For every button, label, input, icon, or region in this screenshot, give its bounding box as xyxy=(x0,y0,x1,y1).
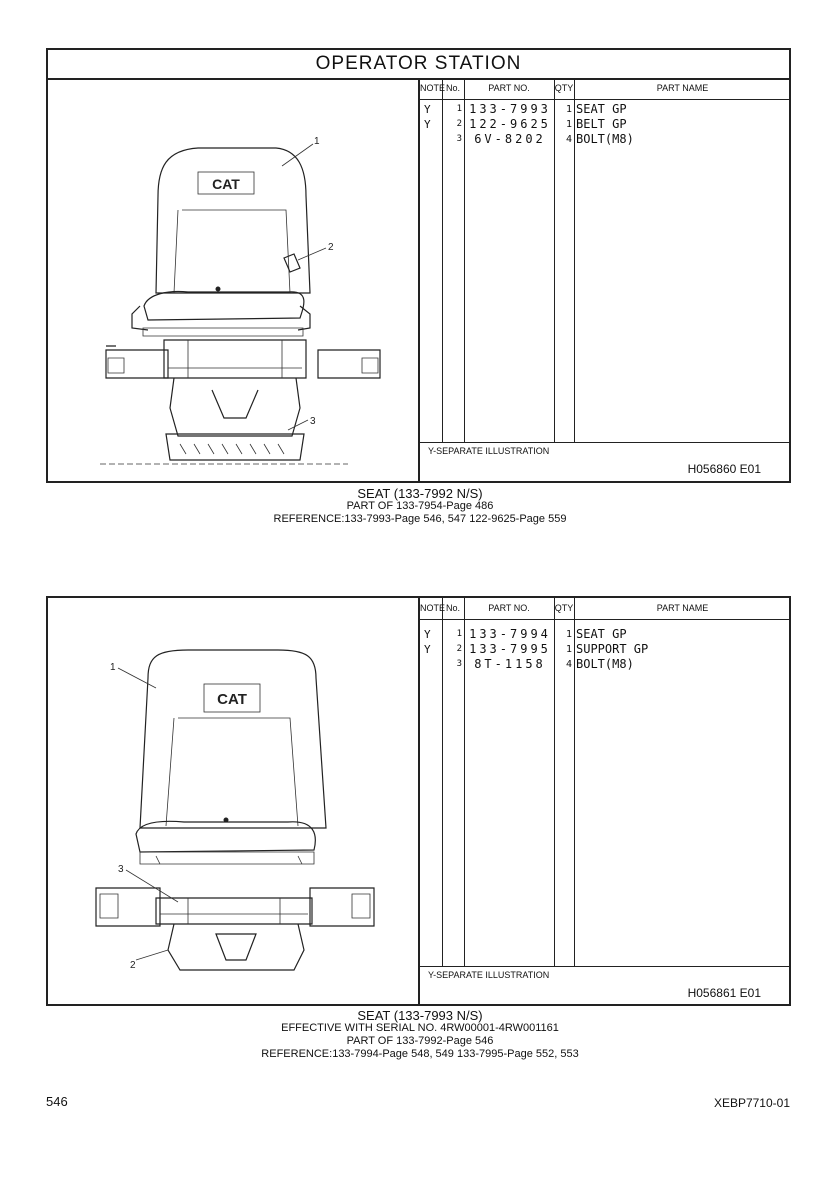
caption-line: EFFECTIVE WITH SERIAL NO. 4RW00001-4RW001161 xyxy=(281,1022,559,1034)
callout-3: 3 xyxy=(118,864,124,875)
caption-title-1: SEAT (133-7992 N/S) xyxy=(357,486,483,501)
caption-line: PART OF 133-7954-Page 486 xyxy=(346,500,494,512)
parts-table-1 xyxy=(418,78,791,481)
callout-2: 2 xyxy=(328,242,334,253)
separate-illustration-note: Y-SEPARATE ILLUSTRATION xyxy=(428,970,550,980)
header-note: NOTE xyxy=(420,603,446,613)
page-number: 546 xyxy=(46,1094,68,1109)
caption-line: PART OF 133-7992-Page 546 xyxy=(346,1035,494,1047)
table-row: Y 2 122-9625 1 BELT GP xyxy=(424,117,627,131)
table-row: Y 1 133-7994 1 SEAT GP xyxy=(424,627,627,641)
caption-line: REFERENCE:133-7993-Page 546, 547 122-9625-Page 559 xyxy=(273,513,567,525)
callout-3: 3 xyxy=(310,416,316,427)
seat-illustration-2 xyxy=(48,598,418,1004)
illustration-id: H056860 E01 xyxy=(687,462,761,476)
header-part-no: PART NO. xyxy=(488,83,530,93)
table-row: 3 6V-8202 4 BOLT(M8) xyxy=(456,132,634,146)
table-row: 3 8T-1158 4 BOLT(M8) xyxy=(456,657,634,671)
header-part-no: PART NO. xyxy=(488,603,530,613)
header-part-name: PART NAME xyxy=(656,83,709,93)
cat-logo-2: CAT xyxy=(217,691,247,708)
callout-1: 1 xyxy=(110,662,116,673)
header-qty: QTY xyxy=(554,603,574,613)
header-qty: QTY xyxy=(554,83,574,93)
illustration-id: H056861 E01 xyxy=(687,986,761,1000)
header-part-name: PART NAME xyxy=(656,603,709,613)
separate-illustration-note: Y-SEPARATE ILLUSTRATION xyxy=(428,446,550,456)
table-row: Y 1 133-7993 1 SEAT GP xyxy=(424,102,627,116)
parts-table-2 xyxy=(418,598,791,1004)
section-title: OPERATOR STATION xyxy=(48,50,789,80)
group2-frame xyxy=(46,596,791,1006)
table-row: Y 2 133-7995 1 SUPPORT GP xyxy=(424,642,649,656)
header-note: NOTE xyxy=(420,83,446,93)
seat-illustration-1 xyxy=(48,78,418,483)
caption-title-2: SEAT (133-7993 N/S) xyxy=(357,1008,483,1023)
cat-logo-1: CAT xyxy=(212,176,240,192)
header-no: No. xyxy=(445,603,460,613)
callout-2: 2 xyxy=(130,960,136,971)
group1-frame xyxy=(46,48,791,483)
document-id: XEBP7710-01 xyxy=(713,1096,790,1110)
callout-1: 1 xyxy=(314,136,320,147)
caption-line: REFERENCE:133-7994-Page 548, 549 133-7995-Page 552, 553 xyxy=(261,1048,579,1060)
header-no: No. xyxy=(445,83,460,93)
